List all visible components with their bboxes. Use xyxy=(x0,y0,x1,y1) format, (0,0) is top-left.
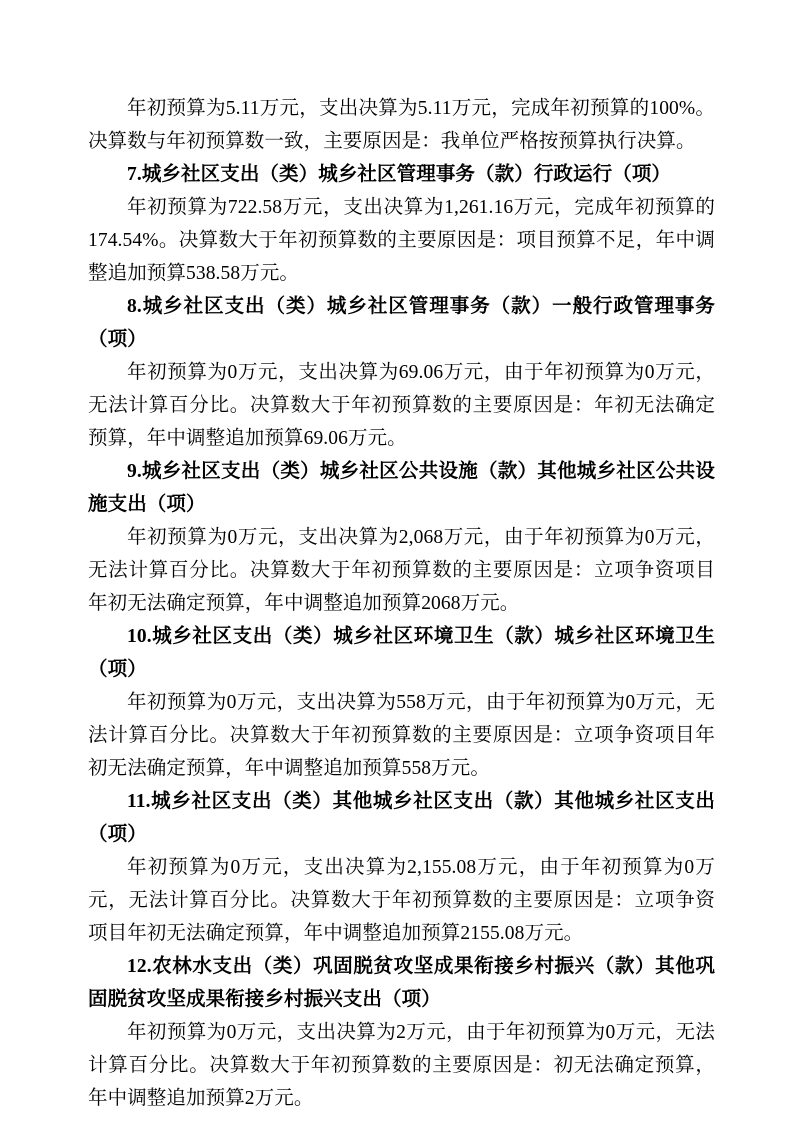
heading-item-12: 12.农林水支出（类）巩固脱贫攻坚成果衔接乡村振兴（款）其他巩固脱贫攻坚成果衔接乡村振兴支出（项） xyxy=(88,956,715,1010)
paragraph-10-detail: 年初预算为0万元，支出决算为558万元，由于年初预算为0万元，无法计算百分比。决算数大于年初预算数的主要原因是：立项争资项目年初无法确定预算，年中调整追加预算558万元。 xyxy=(88,692,715,779)
paragraph-11-detail: 年初预算为0万元，支出决算为2,155.08万元，由于年初预算为0万元，无法计算百分比。决算数大于年初预算数的主要原因是：立项争资项目年初无法确定预算，年中调整追加预算2155.08万元。 xyxy=(88,857,715,944)
paragraph-12-detail: 年初预算为0万元，支出决算为2万元，由于年初预算为0万元，无法计算百分比。决算数大于年初预算数的主要原因是：初无法确定预算，年中调整追加预算2万元。 xyxy=(88,1022,715,1109)
paragraph-7-detail: 年初预算为722.58万元，支出决算为1,261.16万元，完成年初预算的174.54%。决算数大于年初预算数的主要原因是：项目预算不足，年中调整追加预算538.58万元。 xyxy=(88,197,715,284)
paragraph-8-detail: 年初预算为0万元，支出决算为69.06万元，由于年初预算为0万元，无法计算百分比。决算数大于年初预算数的主要原因是：年初无法确定预算，年中调整追加预算69.06万元。 xyxy=(88,362,715,449)
paragraph-9-detail: 年初预算为0万元，支出决算为2,068万元，由于年初预算为0万元，无法计算百分比。决算数大于年初预算数的主要原因是：立项争资项目年初无法确定预算，年中调整追加预算2068万元。 xyxy=(88,527,715,614)
heading-item-10: 10.城乡社区支出（类）城乡社区环境卫生（款）城乡社区环境卫生（项） xyxy=(88,626,715,680)
paragraph-6-detail: 年初预算为5.11万元，支出决算为5.11万元，完成年初预算的100%。决算数与年初预算数一致，主要原因是：我单位严格按预算执行决算。 xyxy=(88,98,715,152)
heading-item-11: 11.城乡社区支出（类）其他城乡社区支出（款）其他城乡社区支出（项） xyxy=(88,791,715,845)
heading-item-8: 8.城乡社区支出（类）城乡社区管理事务（款）一般行政管理事务（项） xyxy=(88,296,715,350)
heading-item-9: 9.城乡社区支出（类）城乡社区公共设施（款）其他城乡社区公共设施支出（项） xyxy=(88,461,715,515)
document-body xyxy=(88,92,715,1115)
heading-item-7: 7.城乡社区支出（类）城乡社区管理事务（款）行政运行（项） xyxy=(127,164,672,185)
